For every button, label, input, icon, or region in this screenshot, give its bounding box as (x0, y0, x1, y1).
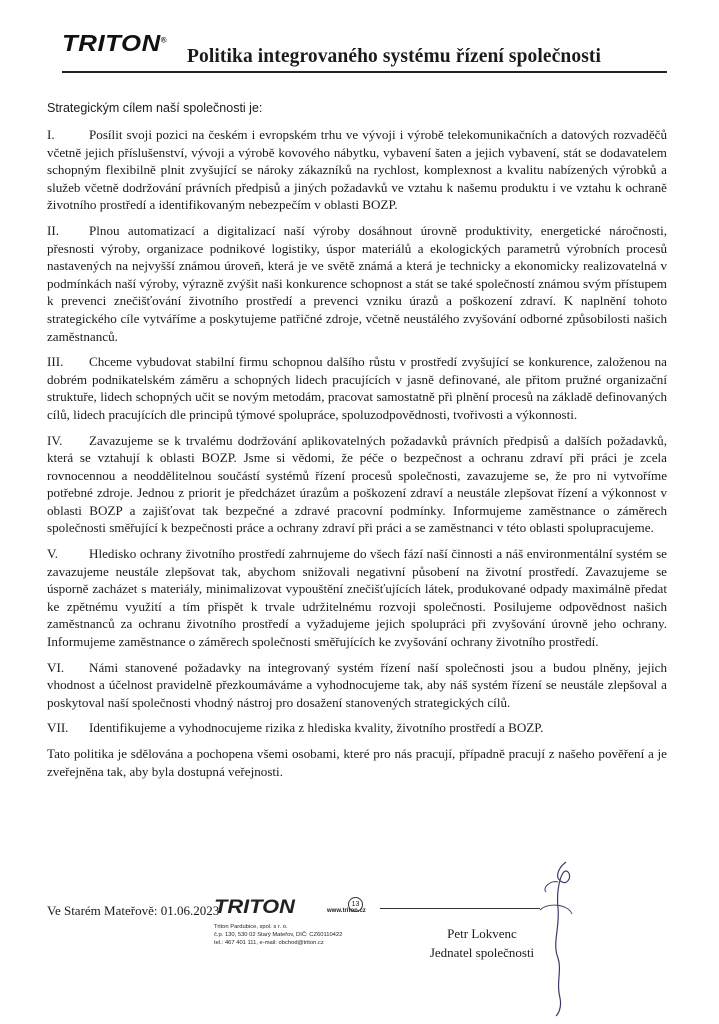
stamp-logo: TRITON (214, 897, 295, 918)
section-number: V. (47, 546, 59, 562)
header-divider (62, 71, 667, 73)
intro-text: Strategickým cílem naší společnosti je: (47, 101, 263, 115)
policy-section-4 (47, 432, 667, 538)
document-title: Politika integrovaného systému řízení společnosti (187, 46, 602, 67)
stamp-number-icon: 13 (348, 897, 363, 912)
signer-name: Petr Lokvenc (447, 926, 517, 941)
stamp-line: tel.: 467 401 111, e-mail: obchod@triton.cz (214, 940, 324, 946)
signer-role: Jednatel společnosti (429, 945, 535, 960)
stamp-web: www.triton.cz (327, 908, 366, 914)
section-text: Plnou automatizací a digitalizací naší výroby dosáhnout úrovně produktivity, energetické náročnosti, přesnosti výroby, organizace podnikové logistiky, úspor materiálů a ekologických parametrů výrobních procesů nastavených na nejvyšší známou úroveň, která je ve světě známá a která je technicky a ekonomicky realizovatelná v podmínkách naší výroby, výrazně zvýšit naši konkurence schopnost a stát se také společností známou svým přístupem k prevenci znečišťování životního prostředí a prevenci vzniku úrazů a poškození zdraví. K naplnění tohoto strategického cíle vytváříme a poskytujeme patřičné zdroje, včetně neustálého zvyšování odborné způsobilosti našich zaměstnanců. (47, 222, 667, 344)
section-number: I. (47, 127, 55, 142)
section-number: VI. (47, 659, 65, 675)
section-text: Identifikujeme a vyhodnocujeme rizika z hlediska kvality, životního prostředí a BOZP. (89, 720, 544, 736)
policy-section-1 (47, 126, 667, 214)
policy-content (47, 126, 667, 788)
section-text: Chceme vybudovat stabilní firmu schopnou dalšího růstu v prostředí zvyšující se konkurence, založenou na dobrém podnikatelském záměru a schopných lidech pracujících v jasně definované, ale přitom pružné organizační struktuře, lidech schopných učit se novým metodám, pracovat samostatně při plnění procesů na základě definovaných cílů, lidech pracujících dle principů týmové spolupráce, spoluzodpovědnosti, tvořivosti a výkonnosti. (47, 354, 667, 422)
section-text: Posílit svoji pozici na českém i evropském trhu ve vývoji i výrobě telekomunikačních a datových rozvaděčů včetně jejich příslušenství, vývoji a výrobě kovového nábytku, vybavení šaten a jejich vybavení, stát se dodavatelem schopným flexibilně plnit zvyšující se nároky zákazníků na rychlost, komplexnost a kvalitu nabízených výrobků a služeb včetně dodržování právních předpisů a jiných požadavků ve vztahu k našemu produktu i ve vztahu k ochraně životního prostředí a identifikovaným nebezpečím v oblasti BOZP. (47, 127, 667, 213)
company-stamp (214, 897, 384, 967)
section-number: VII. (47, 720, 69, 736)
policy-section-7 (47, 719, 667, 737)
signature-line (380, 908, 540, 909)
section-text: Hledisko ochrany životního prostředí zahrnujeme do všech fází naší činnosti a náš environmentální systém se zavazujeme neustále zlepšovat tak, abychom snižovali negativní působení na životní prostředí. Zavazujeme se úsporně zacházet s materiály, minimalizovat vypouštění znečišťujících látek, produkované odpady maximálně předat ke zpětnému využití a tím přispět k trvale udržitelnému rozvoji společnosti. Posilujeme odpovědnost našich zaměstnanců za ochranu životního prostředí a vyžadujeme jejich spolupráci při zvyšování úrovně jeho ochrany. Informujeme zaměstnance o záměrech společnosti směřujících ke zvyšování ochrany životního prostředí. (47, 546, 667, 650)
place-and-date: Ve Starém Mateřově: 01.06.2023 (47, 903, 220, 918)
stamp-line: č.p. 130, 530 02 Starý Mateřov, DIČ: CZ60110422 (214, 932, 343, 938)
policy-section-5 (47, 545, 667, 651)
section-text: Zavazujeme se k trvalému dodržování aplikovatelných požadavků právních předpisů a dalších požadavků, která se vztahují k oblasti BOZP. Jsme si vědomi, že péče o bezpečnost a ochranu zdraví při práci je zcela rovnocennou a neoddělitelnou součástí systémů řízení procesů společnosti, zavazujeme se, že pro ni vytvoříme potřebné zdroje. Jednou z priorit je předcházet úrazům a poškození zdraví a neustále zlepšovat řízení a výkonnost v oblasti BOZP a zajišťovat tak bezpečné a zdravé pracovní podmínky. Informujeme zaměstnance o záměrech společnosti směřující k bezpečnosti práce a ochrany zdraví při práci a se zaměstnanci v této oblasti spolupracujeme. (47, 432, 667, 536)
closing-statement: Tato politika je sdělována a pochopena všemi osobami, které pro nás pracují, případně pracují z našeho pověření a je zveřejněna tak, aby byla dostupná veřejnosti. (47, 746, 667, 779)
section-text: Námi stanovené požadavky na integrovaný systém řízení naší společnosti jsou a budou plněny, jejich vhodnost a účelnost pravidelně přezkoumáváme a vyhodnocujeme tak, aby náš systém řízení se neustále zlepšoval a poskytoval naší společnosti vhodný nástroj pro dosažení stanovených strategických cílů. (47, 659, 667, 710)
stamp-line: Triton Pardubice, spol. s r. o. (214, 924, 288, 930)
section-number: IV. (47, 432, 63, 448)
section-number: II. (47, 222, 59, 238)
policy-section-3 (47, 353, 667, 423)
policy-section-2 (47, 222, 667, 345)
triton-logo: TRITON® (62, 30, 168, 56)
section-number: III. (47, 354, 64, 370)
policy-section-6 (47, 659, 667, 712)
signer-block (421, 924, 543, 962)
